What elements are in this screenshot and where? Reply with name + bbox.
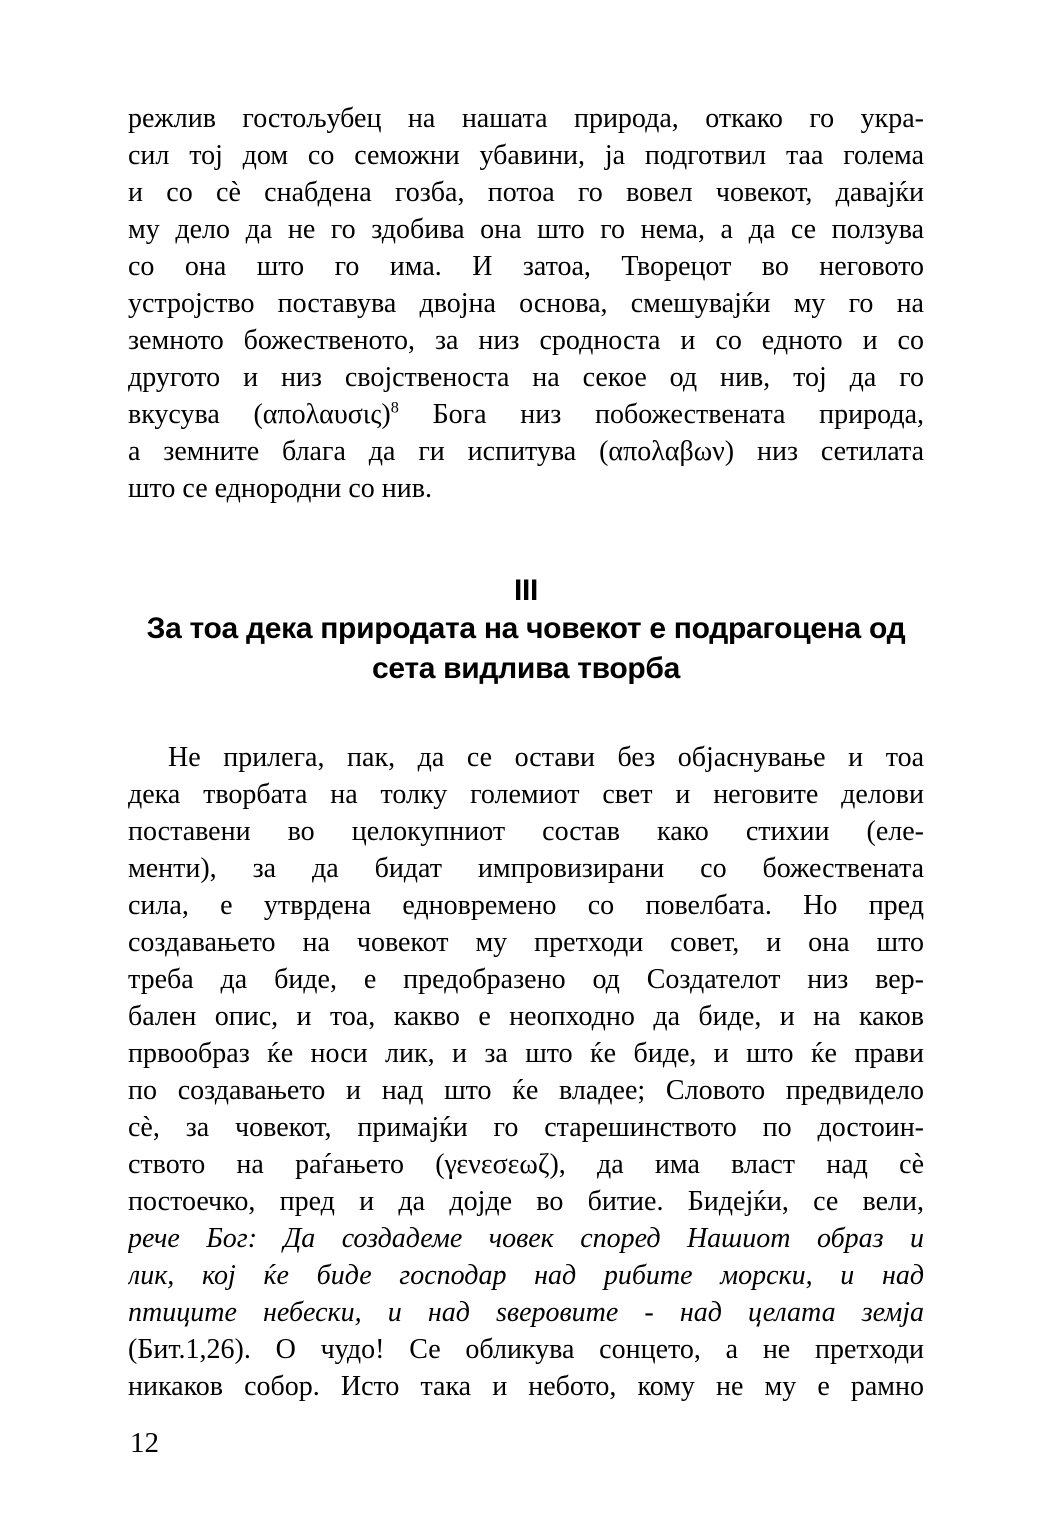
text-line: поставени во целокупниот состав како стихии (еле-: [128, 816, 924, 847]
chapter-number: III: [513, 574, 539, 607]
text-line: што се еднородни со нив.: [128, 473, 432, 504]
text-line: бален опис, и тоа, какво е неопходно да биде, и на каков: [128, 1001, 924, 1032]
text-line: рече Бог: Да создадеме човек според Нашиот образ и: [128, 1223, 924, 1254]
text-line: првообраз ќе носи лик, и за што ќе биде, и што ќе прави: [128, 1038, 924, 1069]
text-line: сила, е утврдена едновремено со повелбата. Но пред: [128, 890, 924, 921]
paragraph-body: [128, 739, 924, 1405]
text-line: режлив гостољубец на нашата природа, откако го укра-: [128, 103, 924, 134]
text-line: и со сѐ снабдена гозба, потоа го вовел човекот, давајќи: [128, 177, 924, 208]
footnote-reference: 8: [390, 398, 399, 417]
text-segment: Бога низ побожествената природа,: [398, 399, 924, 430]
text-line: другото и низ својственоста на секое од нив, тој да го: [128, 362, 924, 393]
text-line: менти), за да бидат импровизирани со божествената: [128, 853, 924, 884]
text-line: ството на раѓањето (γενεσεωζ), да има власт над сѐ: [128, 1149, 924, 1180]
text-line: земното божественото, за низ сродноста и со едното и со: [128, 325, 924, 356]
text-line: Не прилега, пак, да се остави без објаснување и тоа: [168, 742, 924, 773]
chapter-title-line-1: За тоа дека природата на човекот е подрагоцена од: [146, 612, 906, 645]
text-line: со она што го има. И затоа, Творецот во неговото: [128, 251, 924, 282]
chapter-title-line-2: сета видлива творба: [371, 652, 681, 685]
text-line: устројство поставува двојна основа, смешувајќи му го на: [128, 288, 924, 319]
text-line: по создавањето и над што ќе владее; Словото предвидело: [128, 1075, 924, 1106]
text-line: (Бит.1,26). О чудо! Се обликува сонцето, а не претходи: [128, 1334, 924, 1365]
text-line: сил тој дом со семожни убавини, ја подготвил таа голема: [128, 140, 924, 171]
text-line: создавањето на човекот му претходи совет, и она што: [128, 927, 924, 958]
text-line: птиците небески, и над ѕверовите - над целата земја: [128, 1297, 924, 1328]
paragraph-continuation: [128, 100, 924, 507]
text-block: [128, 100, 924, 1405]
text-line: а земните блага да ги испитува (απολαβων) низ сетилата: [128, 436, 924, 467]
chapter-heading: [128, 573, 924, 689]
text-line: дека творбата на толку големиот свет и неговите делови: [128, 779, 924, 810]
text-line: лик, кој ќе биде господар над рибите морски, и над: [128, 1260, 924, 1291]
text-line: сѐ, за човекот, примајќи го старешинството по достоин-: [128, 1112, 924, 1143]
text-line: [128, 396, 924, 433]
text-line: постоечко, пред и да дојде во битие. Бидејќи, се вели,: [128, 1186, 924, 1217]
page-number: 12: [130, 1427, 159, 1459]
text-segment: вкусува (απολαυσις): [128, 399, 391, 430]
text-line: никаков собор. Исто така и небото, кому не му е рамно: [128, 1371, 924, 1402]
text-line: треба да биде, е предобразено од Создателот низ вер-: [128, 964, 924, 995]
text-line: му дело да не го здобива она што го нема, а да се ползува: [128, 214, 924, 245]
